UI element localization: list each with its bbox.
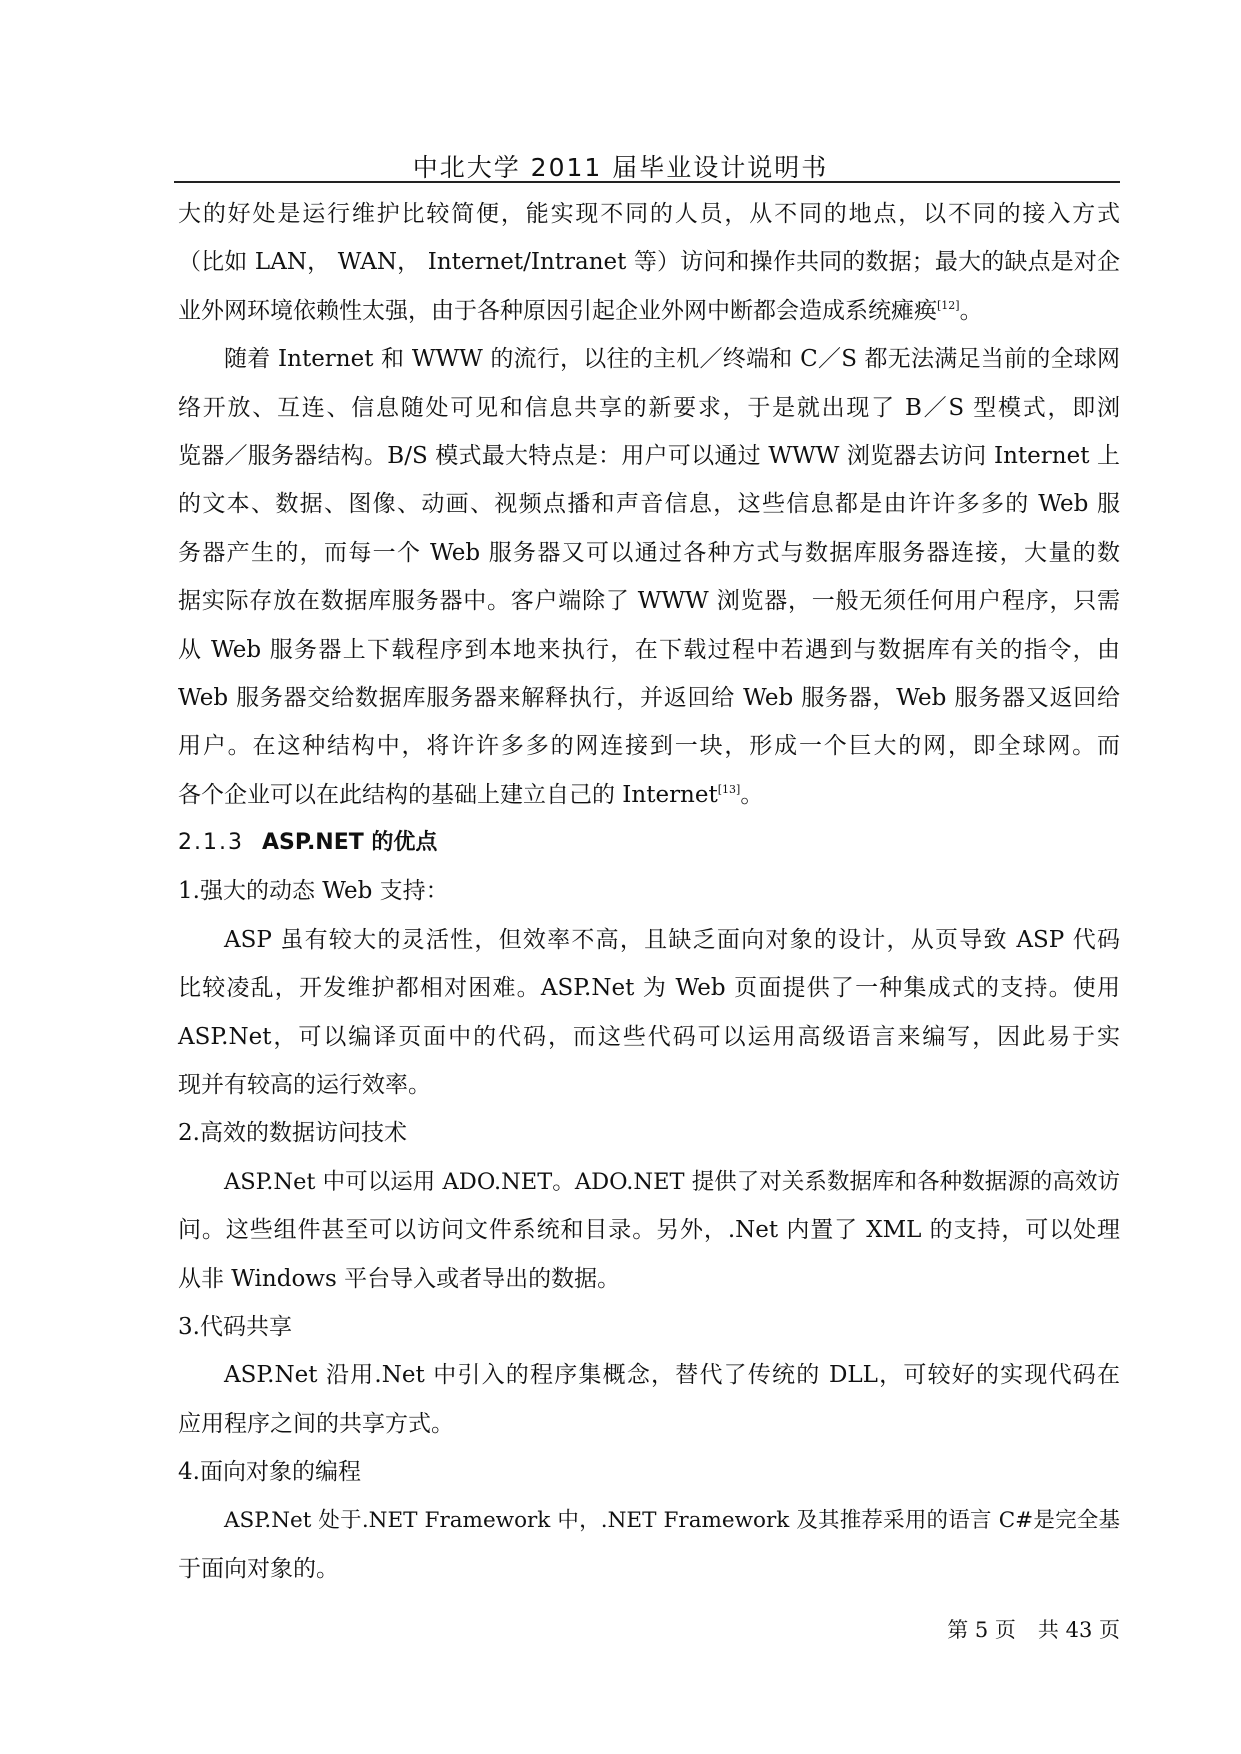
section-heading	[178, 819, 1120, 867]
page-header-title: 中北大学 2011 届毕业设计说明书	[412, 153, 829, 182]
paragraph-line: Web 服务器交给数据库服务器来解释执行，并返回给 Web 服务器，Web 服务器又返回给	[178, 684, 1120, 711]
body-text	[178, 190, 1120, 1593]
paragraph-line: ASP.Net 沿用.Net 中引入的程序集概念，替代了传统的 DLL，可较好的实现代码在	[224, 1362, 1120, 1389]
citation-ref: [12]	[937, 298, 960, 312]
paragraph-line: 用户。在这种结构中，将许许多多的网连接到一块，形成一个巨大的网，即全球网。而	[178, 733, 1120, 760]
paragraph-line: 络开放、互连、信息随处可见和信息共享的新要求，于是就出现了 B／S 型模式，即浏	[178, 394, 1120, 421]
paragraph-line	[178, 287, 1120, 335]
item-title: 3.代码共享	[178, 1313, 292, 1340]
paragraph-line: 随着 Internet 和 WWW 的流行，以往的主机／终端和 C／S 都无法满足当前的全球网	[224, 346, 1120, 373]
paragraph-line: 应用程序之间的共享方式。	[178, 1410, 454, 1437]
paragraph-line: 从非 Windows 平台导入或者导出的数据。	[178, 1265, 621, 1292]
paragraph-text: 。	[740, 781, 764, 808]
paragraph-line: ASP.Net 中可以运用 ADO.NET。ADO.NET 提供了对关系数据库和各种数据源的高效访	[224, 1168, 1120, 1195]
page-number: 第 5 页	[947, 1618, 1016, 1642]
paragraph-text: 各个企业可以在此结构的基础上建立自己的 Internet	[178, 781, 718, 808]
item-title: 1.强大的动态 Web 支持：	[178, 878, 449, 905]
section-number: 2.1.3	[178, 830, 244, 856]
paragraph-line: 现并有较高的运行效率。	[178, 1072, 431, 1099]
paragraph-line: 的文本、数据、图像、动画、视频点播和声音信息，这些信息都是由许许多多的 Web 服	[178, 491, 1120, 518]
paragraph-line: 比较凌乱，开发维护都相对困难。ASP.Net 为 Web 页面提供了一种集成式的支持。使用	[178, 975, 1120, 1002]
paragraph-line: 大的好处是运行维护比较简便，能实现不同的人员，从不同的地点，以不同的接入方式	[178, 201, 1120, 227]
paragraph-line: ASP 虽有较大的灵活性，但效率不高，且缺乏面向对象的设计，从页导致 ASP 代码	[224, 926, 1120, 953]
item-title: 2.高效的数据访问技术	[178, 1120, 407, 1147]
header-divider	[174, 181, 1120, 183]
paragraph-line: 览器／服务器结构。B/S 模式最大特点是：用户可以通过 WWW 浏览器去访问 Internet 上	[178, 442, 1120, 469]
paragraph-line: 据实际存放在数据库服务器中。客户端除了 WWW 浏览器，一般无须任何用户程序，只需	[178, 588, 1120, 615]
paragraph-line: （比如 LAN， WAN， Internet/Intranet 等）访问和操作共同的数据；最大的缺点是对企	[178, 249, 1120, 276]
paragraph-line	[178, 771, 1120, 819]
item-title: 4.面向对象的编程	[178, 1459, 361, 1486]
paragraph-line: ASP.Net，可以编译页面中的代码，而这些代码可以运用高级语言来编写，因此易于实	[178, 1023, 1120, 1050]
paragraph-text: 。	[959, 297, 983, 324]
paragraph-line: 务器产生的，而每一个 Web 服务器又可以通过各种方式与数据库服务器连接，大量的数	[178, 539, 1120, 566]
paragraph-line: 于面向对象的。	[178, 1555, 339, 1582]
citation-ref: [13]	[717, 782, 741, 796]
paragraph-line: ASP.Net 处于.NET Framework 中，.NET Framework 及其推荐采用的语言 C#是完全基	[224, 1507, 1120, 1533]
paragraph-line: 问。这些组件甚至可以访问文件系统和目录。另外，.Net 内置了 XML 的支持，可以处理	[178, 1217, 1120, 1244]
page-footer	[947, 1614, 1120, 1644]
page-total: 共 43 页	[1037, 1618, 1120, 1642]
section-title: ASP.NET 的优点	[261, 830, 438, 856]
paragraph-text: 业外网环境依赖性太强，由于各种原因引起企业外网中断都会造成系统瘫痪	[178, 297, 937, 324]
paragraph-line: 从 Web 服务器上下载程序到本地来执行，在下载过程中若遇到与数据库有关的指令，由	[178, 636, 1120, 663]
